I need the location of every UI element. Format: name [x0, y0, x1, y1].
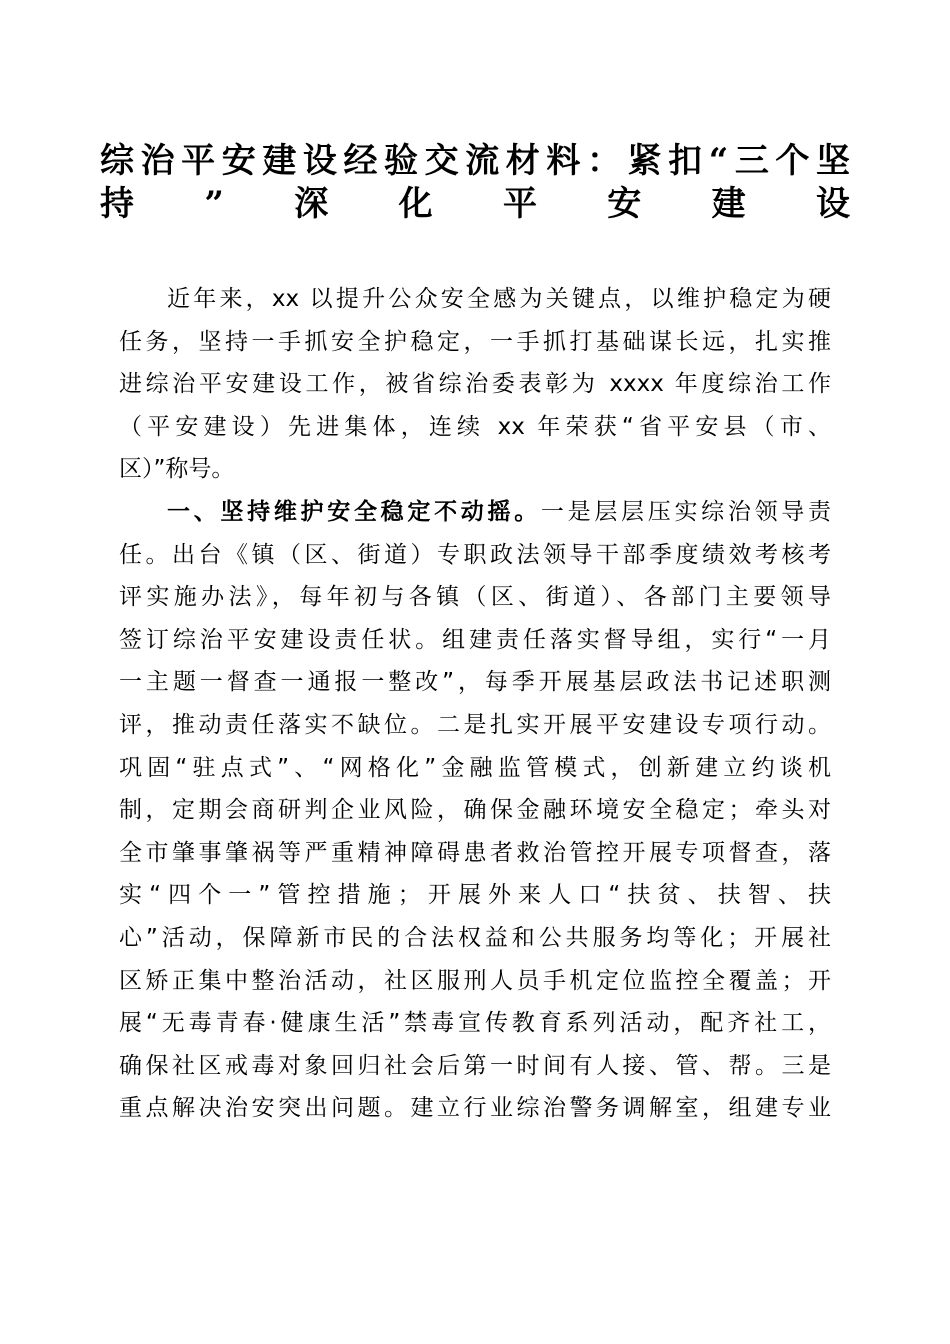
body-line: 区矫正集中整治活动，社区服刑人员手机定位监控全覆盖；开	[119, 967, 831, 994]
document-body	[119, 278, 831, 1130]
body-line: 心”活动，保障新市民的合法权益和公共服务均等化；开展社	[119, 924, 831, 951]
body-line: 展“无毒青春·健康生活”禁毒宣传教育系列活动，配齐社工，	[119, 1010, 831, 1037]
section-first-line	[119, 491, 831, 534]
body-line: 巩固“驻点式”、“网格化”金融监管模式，创新建立约谈机	[119, 754, 831, 781]
title-line-2: 持”深化平安建设	[100, 183, 850, 224]
body-line: 实“四个一”管控措施；开展外来人口“扶贫、扶智、扶	[119, 882, 831, 909]
body-line: 任务，坚持一手抓安全护稳定，一手抓打基础谋长远，扎实推	[119, 328, 831, 355]
body-line: 评，推动责任落实不缺位。二是扎实开展平安建设专项行动。	[119, 711, 831, 738]
section-heading: 一、坚持维护安全稳定不动摇。	[167, 498, 541, 525]
body-line: 任。出台《镇（区、街道）专职政法领导干部季度绩效考核考	[119, 541, 831, 568]
body-line: 进综治平安建设工作，被省综治委表彰为 xxxx 年度综治工作	[119, 371, 831, 398]
body-line: 区）”称号。	[119, 456, 235, 483]
body-line: 一主题一督查一通报一整改”，每季开展基层政法书记述职测	[119, 669, 831, 696]
paragraph-section-1	[119, 491, 831, 1130]
body-line: 近年来，xx 以提升公众安全感为关键点，以维护稳定为硬	[167, 286, 831, 312]
body-line: （平安建设）先进集体，连续 xx 年荣获“省平安县（市、	[119, 413, 831, 440]
title-line-1: 综治平安建设经验交流材料：紧扣“三个坚	[100, 141, 850, 181]
body-text: 一是层层压实综治领导责	[540, 498, 832, 525]
paragraph-intro	[119, 278, 831, 491]
document-title	[100, 138, 850, 223]
body-line: 签订综治平安建设责任状。组建责任落实督导组，实行“一月	[119, 626, 831, 653]
body-line: 制，定期会商研判企业风险，确保金融环境安全稳定；牵头对	[119, 797, 831, 824]
body-line: 确保社区戒毒对象回归社会后第一时间有人接、管、帮。三是	[119, 1052, 831, 1079]
body-line: 全市肇事肇祸等严重精神障碍患者救治管控开展专项督查，落	[119, 839, 831, 866]
body-line: 评实施办法》，每年初与各镇（区、街道）、各部门主要领导	[119, 584, 831, 611]
body-line: 重点解决治安突出问题。建立行业综治警务调解室，组建专业	[119, 1095, 831, 1122]
